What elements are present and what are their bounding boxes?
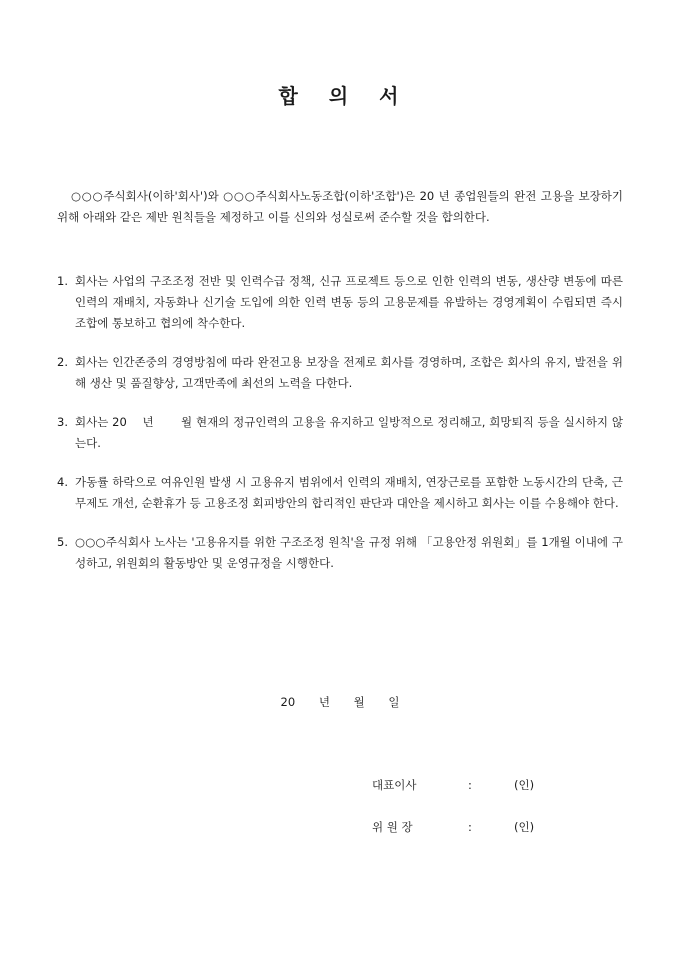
document-title [0, 80, 680, 109]
seal-mark: (인) [514, 778, 535, 792]
signature-representative [372, 777, 534, 793]
clause-text: 회사는 20 년 월 현재의 정규인력의 고용을 유지하고 일방적으로 정리해고, 희망퇴직 등을 실시하지 않는다. [75, 415, 623, 450]
date-year-unit: 년 [318, 695, 330, 709]
clause-4 [57, 472, 623, 514]
date-day-unit: 일 [388, 695, 400, 709]
date-line [0, 694, 680, 710]
intro-paragraph: ○○○주식회사(이하'회사')와 ○○○주식회사노동조합(이하'조합')은 20 년 종업원들의 완전 고용을 보장하기 위해 아래와 같은 제반 원칙들을 제정하고 이를 신의와 성실로써 준수할 것을 합의한다. [57, 188, 623, 224]
signature-colon: : [468, 820, 472, 834]
date-year: 20 [280, 695, 296, 709]
clause-number: 4. [57, 475, 68, 489]
clause-text: 회사는 인간존중의 경영방침에 따라 완전고용 보장을 전제로 회사를 경영하며, 조합은 회사의 유지, 발전을 위해 생산 및 품질향상, 고객만족에 최선의 노력을 다한다. [75, 355, 623, 390]
date-month-unit: 월 [353, 695, 365, 709]
signature-colon: : [468, 778, 472, 792]
clause-number: 3. [57, 415, 68, 429]
clause-number: 2. [57, 355, 68, 369]
title-char: 의 [328, 84, 352, 108]
clause-number: 5. [57, 535, 68, 549]
clause-3 [57, 412, 623, 454]
clause-list [57, 271, 623, 592]
seal-mark: (인) [514, 820, 535, 834]
clause-2 [57, 352, 623, 394]
clause-5 [57, 532, 623, 574]
clause-1 [57, 271, 623, 334]
clause-text: 가동률 하락으로 여유인원 발생 시 고용유지 범위에서 인력의 재배치, 연장근로를 포함한 노동시간의 단축, 근무제도 개선, 순환휴가 등 고용조정 회피방안의 합리적인 판단과 대안을 제시하고 회사는 이를 수용해야 한다. [75, 475, 623, 510]
signature-role: 위 원 장 [372, 820, 413, 834]
signature-chairman [372, 819, 534, 835]
clause-text: 회사는 사업의 구조조정 전반 및 인력수급 정책, 신규 프로젝트 등으로 인한 인력의 변동, 생산량 변동에 따른 인력의 재배치, 자동화나 신기술 도입에 의한 인력 변동 등의 고용문제를 유발하는 경영계획이 수립되면 즉시 조합에 통보하고 협의에 착수한다. [75, 274, 623, 330]
clause-number: 1. [57, 274, 68, 288]
signature-role: 대표이사 [372, 778, 417, 792]
title-char: 서 [379, 84, 402, 108]
title-char: 합 [278, 84, 301, 108]
clause-text: ○○○주식회사 노사는 '고용유지를 위한 구조조정 원칙'을 규정 위해 「고용안정 위원회」를 1개월 이내에 구성하고, 위원회의 활동방안 및 운영규정을 시행한다. [75, 535, 623, 570]
